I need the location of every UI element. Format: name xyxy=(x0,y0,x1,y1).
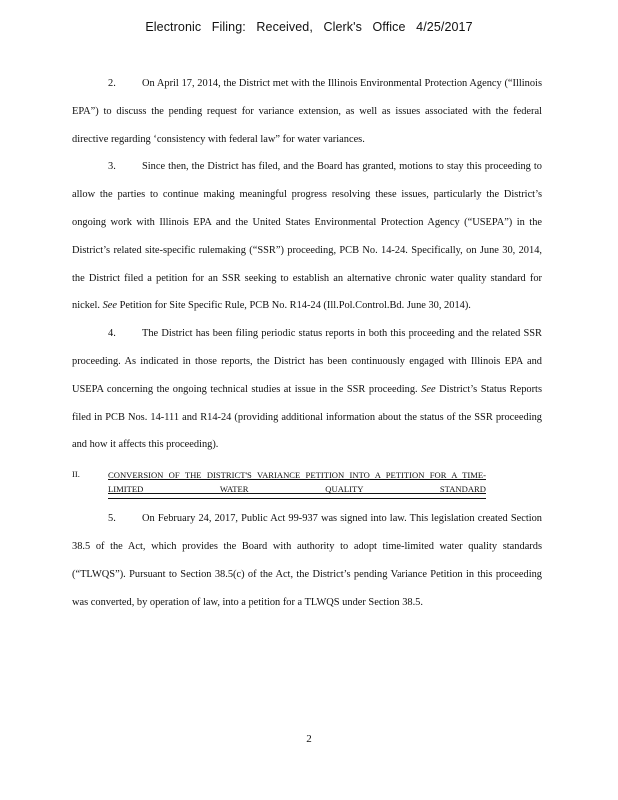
section-rule xyxy=(108,498,486,499)
paragraph-text: The District has been filing periodic status reports in both this proceeding and the related SSR proceeding. As indicated in those reports, the District has been continuously engaged with Illinois EPA and USEPA concerning the ongoing technical studies at issue in the SSR proceeding. xyxy=(72,328,542,395)
page-number: 2 xyxy=(306,733,312,745)
paragraph-text: Since then, the District has filed, and the Board has granted, motions to stay this proceeding to allow the parties to continue making meaningful progress resolving these issues, particularly the District’s ongoing work with Illinois EPA and the United States Environmental Protection Agency (“USEPA”) in the District’s related site-specific rulemaking (“SSR”) proceeding, PCB No. 14-24. Specifically, on June 30, 2014, the District filed a petition for an SSR seeking to establish an alternative chronic water quality standard for nickel. xyxy=(72,161,542,312)
paragraph-text-cont: District’s Status Reports filed in PCB Nos. 14-111 and R14-24 (providing additional information about the status of the SSR proceeding and how it affects this proceeding). xyxy=(72,383,542,451)
paragraph-text: On April 17, 2014, the District met with the Illinois Environmental Protection Agency (“Illinois EPA”) to discuss the pending request for variance extension, as well as issues associated with the federal directive regarding ‘consistency with federal law” for water variances. xyxy=(72,78,542,145)
paragraph-text-cont: Petition for Site Specific Rule, PCB No. R14-24 (Ill.Pol.Control.Bd. June 30, 2014). xyxy=(119,300,471,312)
citation-signal: See xyxy=(421,383,436,395)
paragraph-4 xyxy=(72,320,542,459)
paragraph-number: 5. xyxy=(108,513,116,525)
citation-signal: See xyxy=(102,300,118,312)
section-number: II. xyxy=(72,469,80,480)
paragraph-5 xyxy=(72,505,542,616)
paragraph-3 xyxy=(72,153,542,320)
paragraph-2 xyxy=(72,70,542,153)
filing-stamp-header: Electronic Filing: Received, Clerk's Office 4/25/2017 xyxy=(145,20,473,34)
paragraph-number: 4. xyxy=(108,328,116,340)
document-body xyxy=(72,70,542,616)
paragraph-text: On February 24, 2017, Public Act 99-937 was signed into law. This legislation created Section 38.5 of the Act, which provides the Board with authority to adopt time-limited water quality standards (“TLWQS”). Pursuant to Section 38.5(c) of the Act, the District’s pending Variance Petition in this proceeding was converted, by operation of law, into a petition for a TLWQS under Section 38.5. xyxy=(72,513,542,608)
section-heading xyxy=(72,463,542,497)
section-title: CONVERSION OF THE DISTRICT'S VARIANCE PETITION INTO A PETITION FOR A TIME-LIMITED WATER QUALITY STANDARD xyxy=(108,470,486,495)
paragraph-number: 2. xyxy=(108,78,116,89)
paragraph-number: 3. xyxy=(108,161,116,173)
